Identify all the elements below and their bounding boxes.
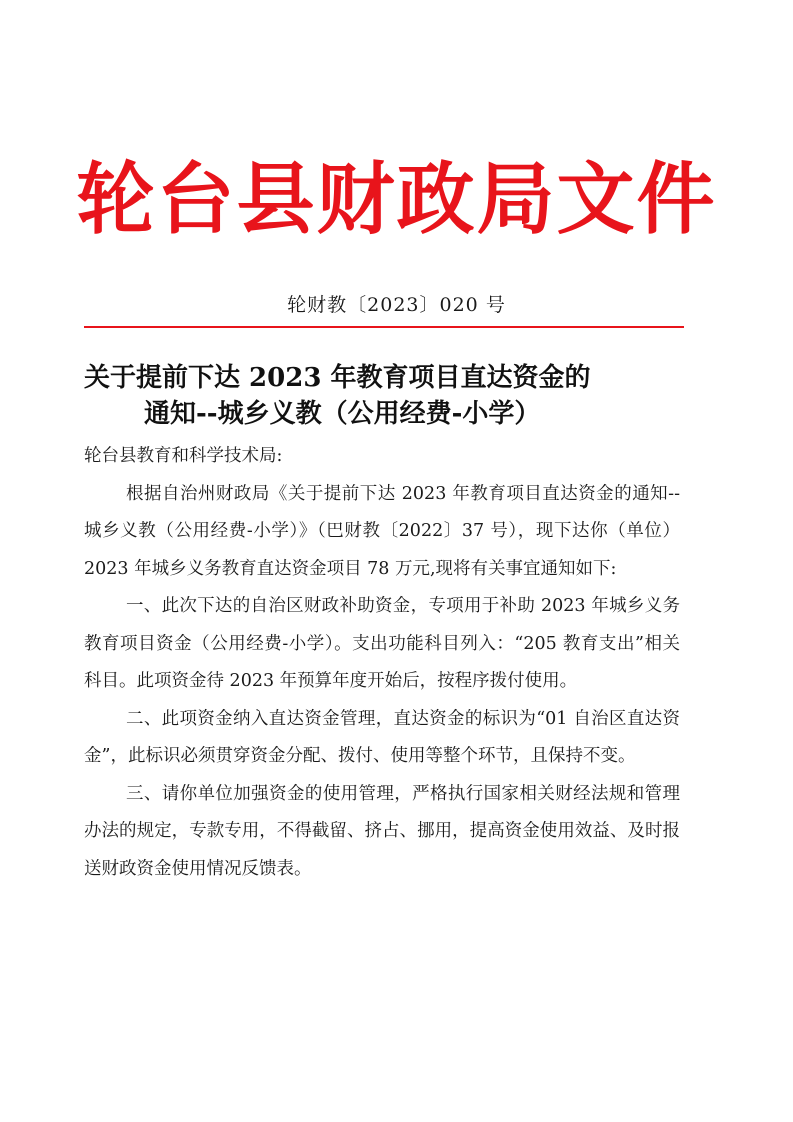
addressee: 轮台县教育和科学技术局: xyxy=(84,446,283,466)
document-body xyxy=(84,438,680,888)
paragraph-item-2: 二、此项资金纳入直达资金管理，直达资金的标识为“01 自治区直达资金”，此标识必须贯穿资金分配、拨付、使用等整个环节，且保持不变。 xyxy=(84,708,680,766)
red-divider-line xyxy=(84,326,684,328)
document-title-line-2: 通知--城乡义教（公用经费-小学） xyxy=(144,399,541,429)
issuer-header-title: 轮台县财政局文件 xyxy=(76,154,717,245)
document-number: 轮财教〔2023〕020 号 xyxy=(287,294,506,316)
paragraph-intro: 根据自治州财政局《关于提前下达 2023 年教育项目直达资金的通知--城乡义教（公用经费-小学）》（巴财教〔2022〕37 号），现下达你（单位）2023 年城乡义务教育直达资金项目 78 万元,现将有关事宜通知如下: xyxy=(84,483,680,579)
paragraph-item-3: 三、请你单位加强资金的使用管理，严格执行国家相关财经法规和管理办法的规定，专款专用，不得截留、挤占、挪用，提高资金使用效益、及时报送财政资金使用情况反馈表。 xyxy=(84,783,680,879)
paragraph-item-1: 一、此次下达的自治区财政补助资金，专项用于补助 2023 年城乡义务教育项目资金（公用经费-小学）。支出功能科目列入：“205 教育支出”相关科目。此项资金待 2023 年预算年度开始后，按程序拨付使用。 xyxy=(84,596,680,691)
document-title xyxy=(84,360,694,432)
document-title-line-1: 关于提前下达 2023 年教育项目直达资金的 xyxy=(84,363,591,393)
